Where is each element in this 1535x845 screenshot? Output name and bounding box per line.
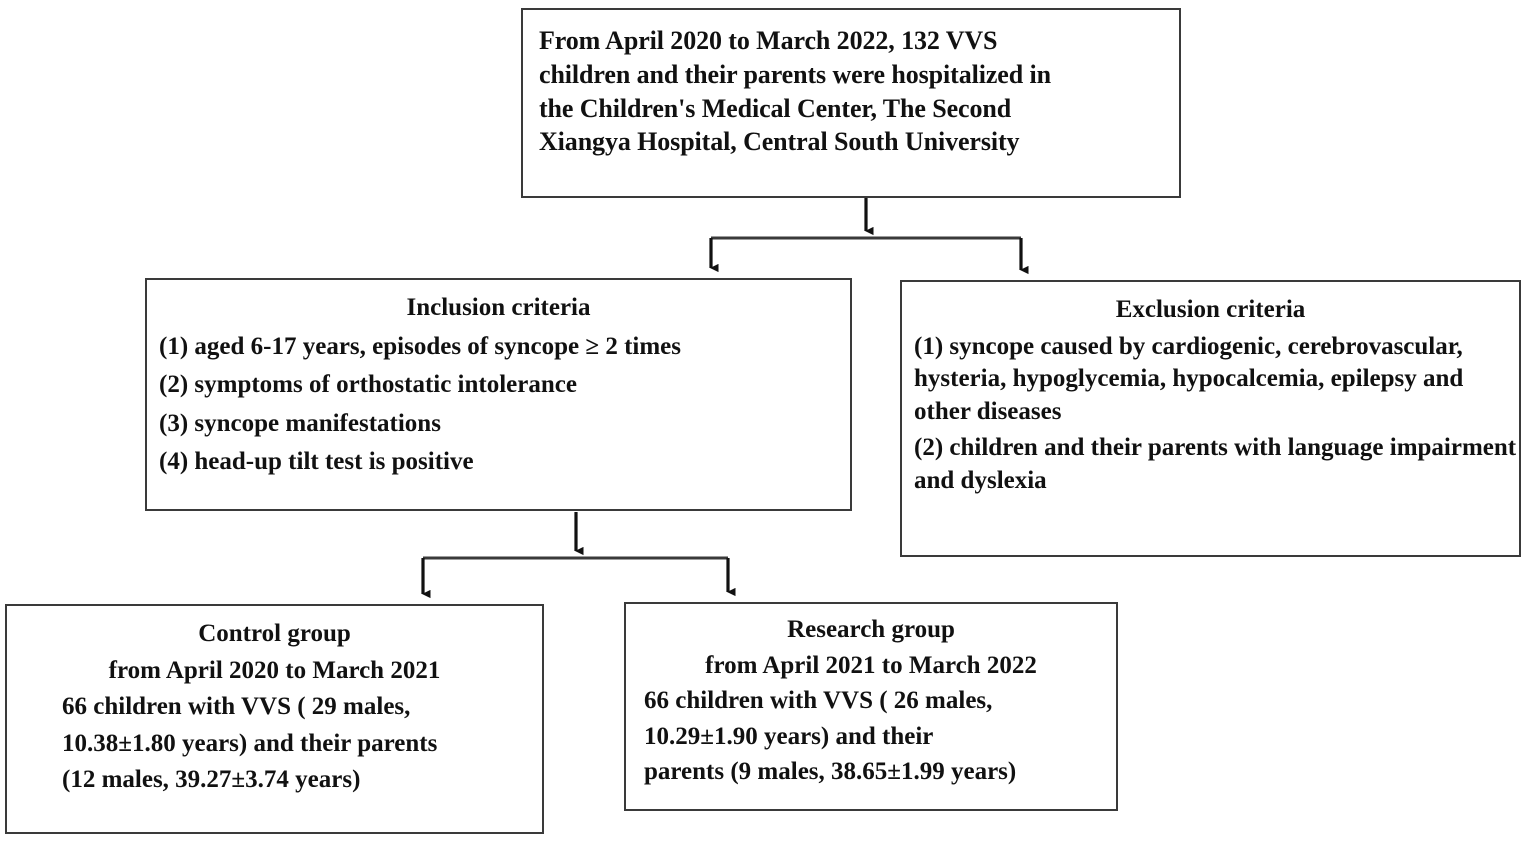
exclusion-criteria-box bbox=[900, 280, 1521, 557]
population-line-2: children and their parents were hospitalized in bbox=[539, 59, 1051, 89]
population-box bbox=[521, 8, 1181, 198]
research-group-line-2: 10.29±1.90 years) and their bbox=[644, 722, 934, 750]
research-group-heading: Research group bbox=[787, 616, 955, 643]
inclusion-heading: Inclusion criteria bbox=[406, 294, 591, 321]
exclusion-heading: Exclusion criteria bbox=[1115, 296, 1306, 323]
exclusion-item-2: (2) children and their parents with language impairment and dyslexia bbox=[914, 434, 1517, 494]
inclusion-item-4: (4) head-up tilt test is positive bbox=[159, 448, 474, 475]
research-group-period: from April 2021 to March 2022 bbox=[705, 651, 1037, 679]
control-group-box bbox=[5, 604, 544, 834]
population-line-1: From April 2020 to March 2022, 132 VVS bbox=[539, 26, 998, 55]
connector-top-split-bar bbox=[711, 238, 1021, 270]
control-group-heading: Control group bbox=[198, 620, 351, 647]
research-group-line-3: parents (9 males, 38.65±1.99 years) bbox=[644, 758, 1017, 785]
research-group-line-1: 66 children with VVS ( 26 males, bbox=[644, 687, 993, 714]
inclusion-criteria-box bbox=[145, 278, 852, 511]
connector-bottom-split-bar bbox=[423, 558, 728, 594]
population-line-4: Xiangya Hospital, Central South University bbox=[539, 127, 1020, 157]
inclusion-item-2: (2) symptoms of orthostatic intolerance bbox=[159, 371, 577, 398]
inclusion-item-3: (3) syncope manifestations bbox=[159, 409, 441, 437]
control-group-line-1: 66 children with VVS ( 29 males, bbox=[62, 693, 411, 720]
control-group-line-2: 10.38±1.80 years) and their parents bbox=[62, 729, 438, 757]
control-group-period: from April 2020 to March 2021 bbox=[108, 656, 441, 684]
inclusion-item-1: (1) aged 6-17 years, episodes of syncope ≥ 2 times bbox=[159, 332, 681, 360]
control-group-line-3: (12 males, 39.27±3.74 years) bbox=[62, 766, 361, 793]
research-group-box bbox=[624, 602, 1118, 811]
exclusion-item-1: (1) syncope caused by cardiogenic, cerebrovascular, hysteria, hypoglycemia, hypocalcemia, epilepsy and other diseases bbox=[914, 332, 1464, 425]
population-line-3: the Children's Medical Center, The Second bbox=[539, 93, 1012, 123]
